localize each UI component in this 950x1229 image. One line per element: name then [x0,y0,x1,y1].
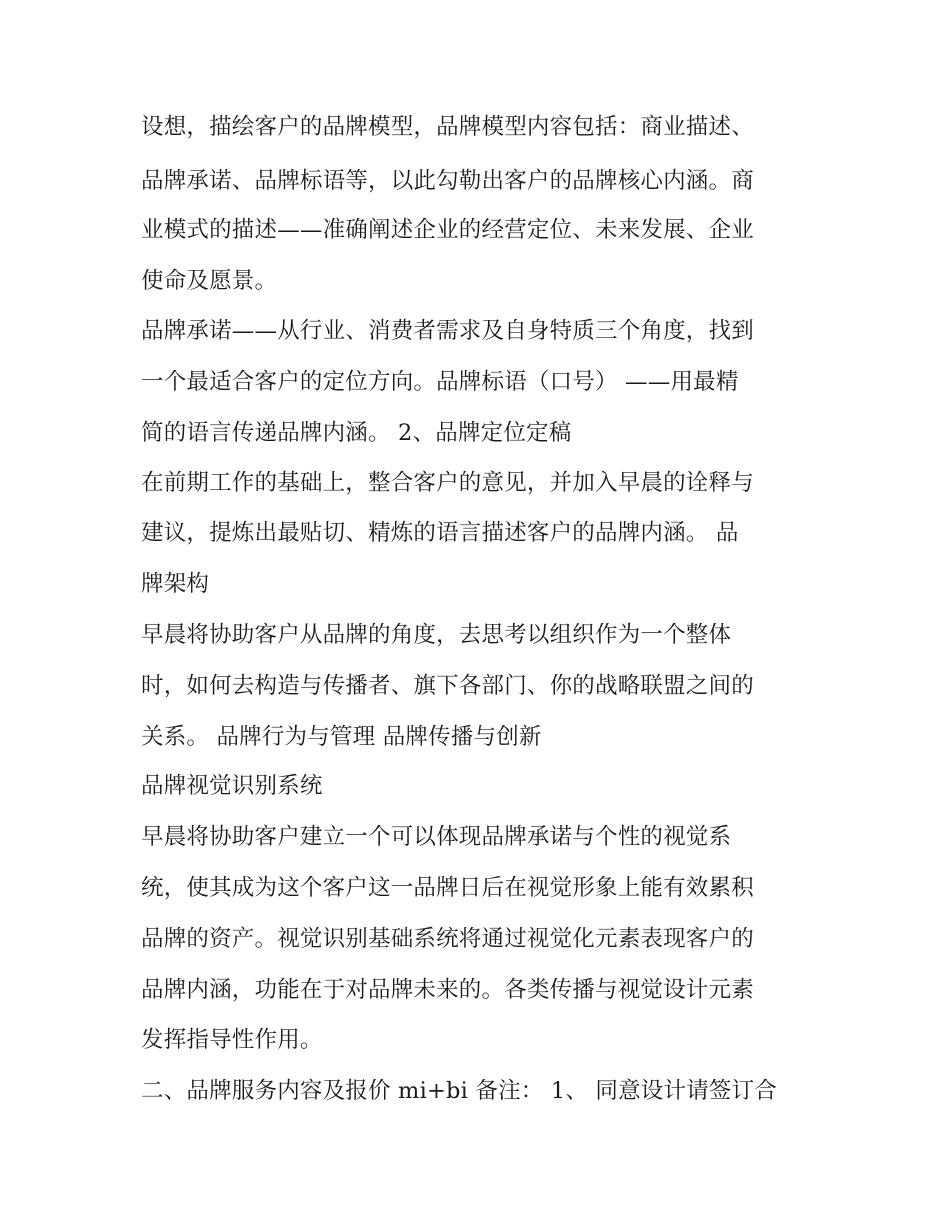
text-line: 品牌的资产。视觉识别基础系统将通过视觉化元素表现客户的 [141,926,754,952]
text-line: 品牌承诺、品牌标语等，以此勾勒出客户的品牌核心内涵。商 [141,168,754,194]
text-line: 早晨将协助客户从品牌的角度，去思考以组织作为一个整体 [141,622,732,648]
text-line: 统，使其成为这个客户这一品牌日后在视觉形象上能有效累积 [141,875,754,901]
text-line: 早晨将协助客户建立一个可以体现品牌承诺与个性的视觉系 [141,824,732,850]
text-line: 建议，提炼出最贴切、精炼的语言描述客户的品牌内涵。 品 [141,520,739,546]
text-line: 品牌内涵，功能在于对品牌未来的。各类传播与视觉设计元素 [141,977,754,1003]
text-line: 业模式的描述——准确阐述企业的经营定位、未来发展、企业 [141,217,754,243]
text-line: 二、品牌服务内容及报价 mi+bi 备注： 1、 同意设计请签订合 [141,1078,778,1104]
text-line: 在前期工作的基础上，整合客户的意见，并加入早晨的诠释与 [141,470,754,496]
text-line: 品牌视觉识别系统 [141,773,323,799]
text-line: 发挥指导性作用。 [141,1027,323,1053]
text-line: 品牌承诺——从行业、消费者需求及自身特质三个角度，找到 [141,318,754,344]
text-line: 关系。 品牌行为与管理 品牌传播与创新 [141,724,542,750]
text-line: 使命及愿景。 [141,268,278,294]
text-line: 设想，描绘客户的品牌模型，品牌模型内容包括：商业描述、 [141,114,754,140]
text-line: 牌架构 [141,571,210,597]
text-line: 简的语言传递品牌内涵。 2、品牌定位定稿 [141,420,572,446]
text-line: 时，如何去构造与传播者、旗下各部门、你的战略联盟之间的 [141,673,754,699]
text-line: 一个最适合客户的定位方向。品牌标语（口号） ——用最精 [141,369,739,395]
